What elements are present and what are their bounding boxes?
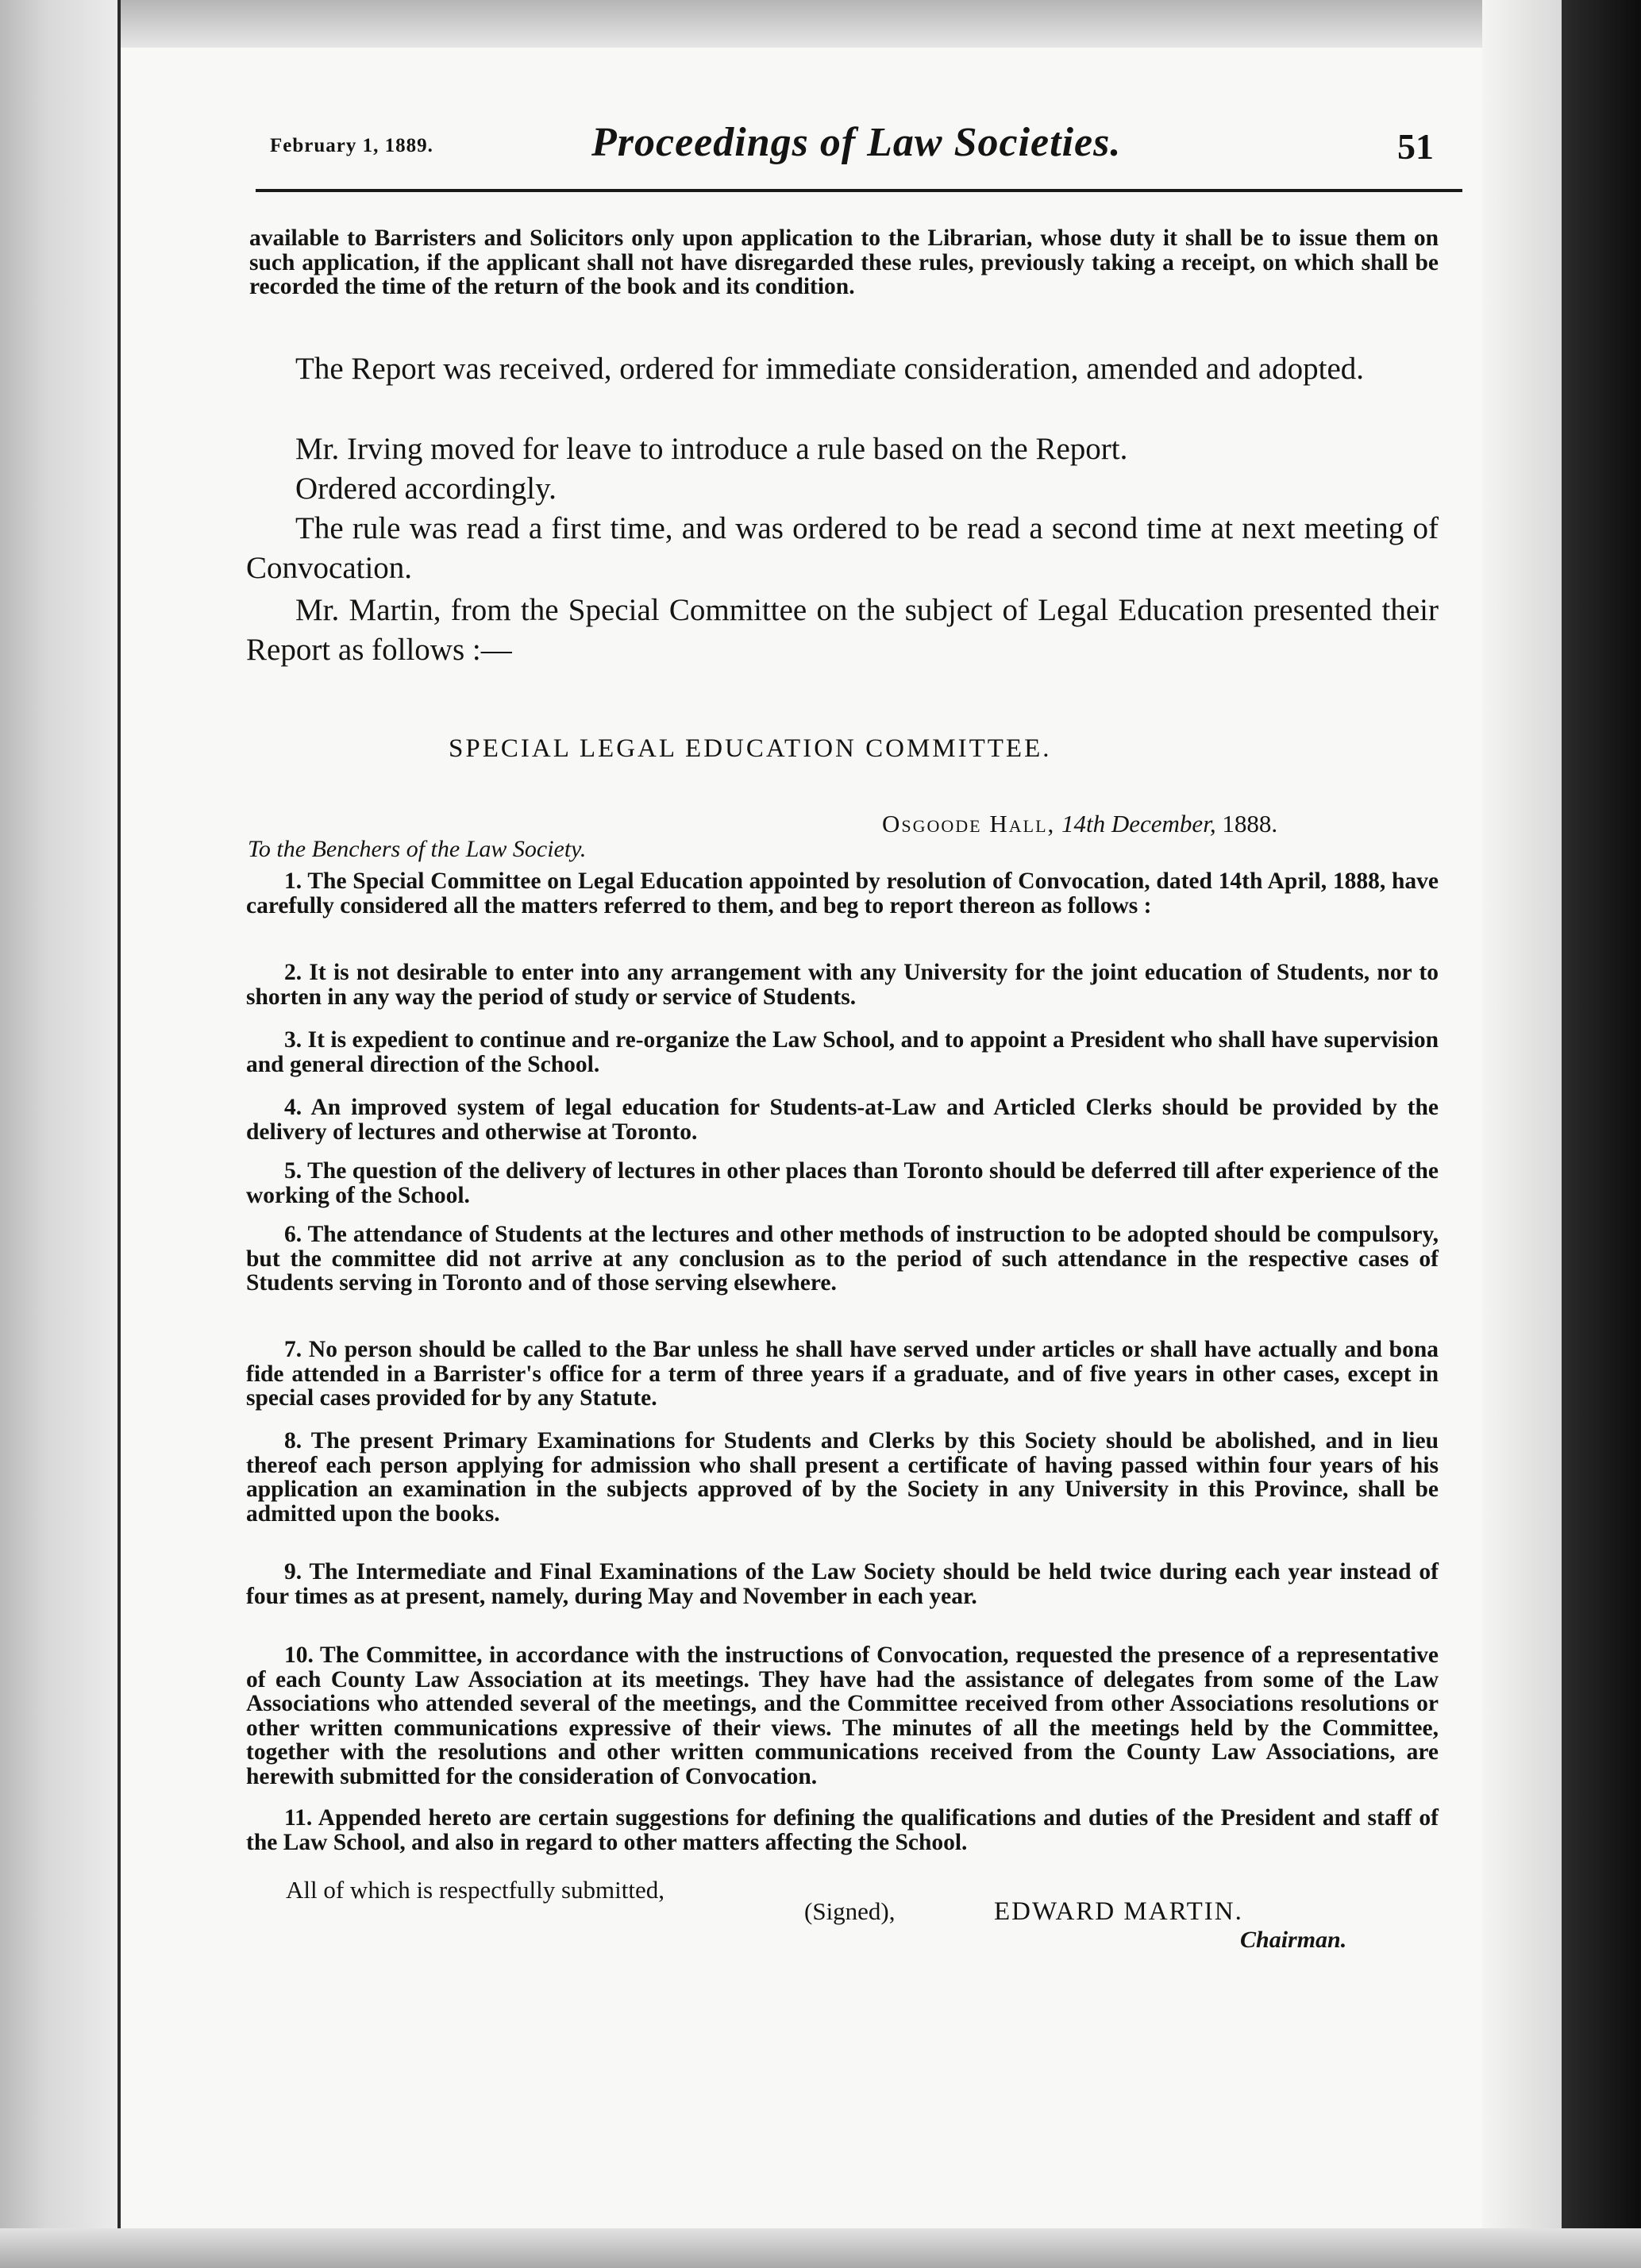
signer-name: EDWARD MARTIN.	[994, 1897, 1243, 1926]
report-closing: All of which is respectfully submitted,	[286, 1876, 664, 1904]
report-item-8: 8. The present Primary Examinations for Students and Clerks by this Society should be abolished, and in lieu thereof each person applying for admission who shall present a certificate of having passed within four years of his application an examination in the subjects approved of by the Society in any University in this Province, shall be admitted upon the books.	[246, 1428, 1439, 1527]
report-heading: SPECIAL LEGAL EDUCATION COMMITTEE.	[449, 734, 1052, 763]
header-rule	[256, 189, 1462, 192]
report-item-2: 2. It is not desirable to enter into any arrangement with any University for the joint education of Students, nor to shorten in any way the period of study or service of Students.	[246, 960, 1439, 1010]
report-item-5: 5. The question of the delivery of lectures in other places than Toronto should be deferred till after experience of the working of the School.	[246, 1158, 1439, 1208]
scan-right-edge	[1562, 0, 1641, 2268]
report-item-7: 7. No person should be called to the Bar unless he shall have served under articles or shall have actually and bona fide attended in a Barrister's office for a term of three years if a graduate, and of five years in other cases, except in special cases provided for by any Statute.	[246, 1337, 1439, 1411]
scan-bottom-edge	[0, 2228, 1641, 2268]
report-item-1: 1. The Special Committee on Legal Education appointed by resolution of Convocation, dated 14th April, 1888, have carefully considered all the matters referred to them, and beg to report thereon as follows :	[246, 868, 1439, 918]
body-paragraph-rule-read: The rule was read a first time, and was ordered to be read a second time at next meeting of Convocation.	[246, 511, 1439, 585]
page-title: Proceedings of Law Societies.	[591, 120, 1122, 165]
report-place: Osgoode Hall,	[882, 810, 1056, 838]
body-paragraph-martin-report: Mr. Martin, from the Special Committee on the subject of Legal Education presented their Report as follows :—	[246, 593, 1439, 667]
report-item-10: 10. The Committee, in accordance with the instructions of Convocation, requested the presence of a representative of each County Law Association at its meetings. They have had the assistance of delegates from some of the Law Associations who attended several of the meetings, and the Committee received from other Associations resolutions or other written communications expressive of their views. The minutes of all the meetings held by the Committee, together with the resolutions and other written communications received from the County Law Associations, are herewith submitted for the consideration of Convocation.	[246, 1642, 1439, 1789]
report-dateline	[882, 810, 1277, 838]
header-date: February 1, 1889.	[270, 135, 433, 156]
opening-paragraph: available to Barristers and Solicitors only upon application to the Librarian, whose duty it shall be to issue them on such application, if the applicant shall not have disregarded these rules, previously taking a receipt, on which shall be recorded the time of the return of the book and its condition.	[249, 225, 1439, 299]
report-salutation: To the Benchers of the Law Society.	[248, 836, 587, 862]
report-year: 1888.	[1222, 810, 1278, 838]
scan-top-edge	[0, 0, 1641, 48]
report-item-3: 3. It is expedient to continue and re-organize the Law School, and to appoint a President who shall have supervision and general direction of the School.	[246, 1027, 1439, 1077]
page-number: 51	[1397, 126, 1434, 167]
scan-right-shadow	[1482, 0, 1562, 2268]
report-item-11: 11. Appended hereto are certain suggestions for defining the qualifications and duties of the President and staff of the Law School, and also in regard to other matters affecting the School.	[246, 1805, 1439, 1855]
signer-title: Chairman.	[1240, 1927, 1347, 1953]
signed-label: (Signed),	[804, 1897, 896, 1925]
report-item-9: 9. The Intermediate and Final Examinations of the Law Society should be held twice during each year instead of four times as at present, namely, during May and November in each year.	[246, 1559, 1439, 1609]
body-paragraph-irving-motion: Mr. Irving moved for leave to introduce a rule based on the Report.	[295, 432, 1128, 466]
report-date: 14th December,	[1061, 810, 1216, 838]
scan-left-edge	[0, 0, 119, 2268]
scan-left-rule	[117, 0, 121, 2268]
body-paragraph-ordered: Ordered accordingly.	[295, 472, 557, 506]
report-item-4: 4. An improved system of legal education for Students-at-Law and Articled Clerks should be provided by the delivery of lectures and otherwise at Toronto.	[246, 1095, 1439, 1145]
body-paragraph-report-received: The Report was received, ordered for immediate consideration, amended and adopted.	[295, 352, 1365, 386]
report-item-6: 6. The attendance of Students at the lectures and other methods of instruction to be adopted should be compulsory, but the committee did not arrive at any conclusion as to the period of such attendance in the respective cases of Students serving in Toronto and of those serving elsewhere.	[246, 1222, 1439, 1296]
